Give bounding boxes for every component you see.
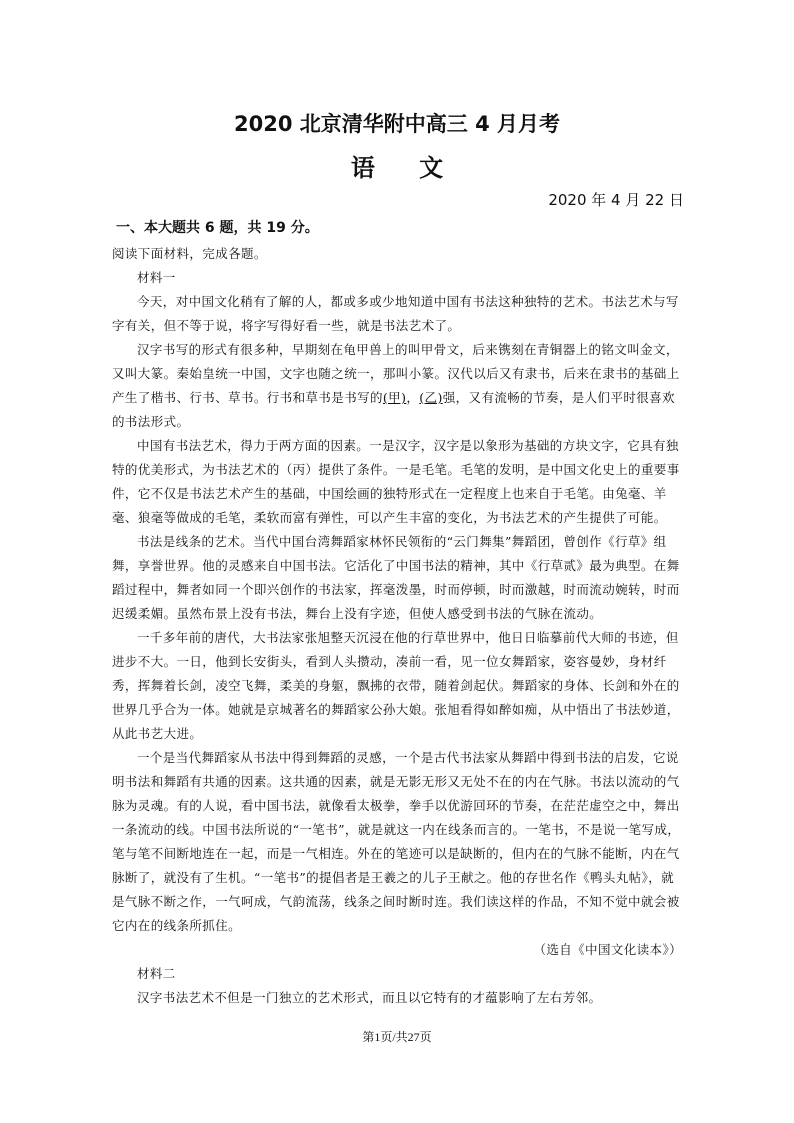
paragraph: 一千多年前的唐代，大书法家张旭整天沉浸在他的行草世界中，他日日临摹前代大师的书迹，但进步不大。一日，他到长安街头，看到人头攒动，凑前一看，见一位女舞蹈家，姿容曼妙，身材纤秀，挥舞着长剑，凌空飞舞，柔美的身躯，飘拂的衣带，随着剑起伏。舞蹈家的身体、长剑和外在的世界几乎合为一体。她就是京城著名的舞蹈家公孙大娘。张旭看得如醉如痴，从中悟出了书法妙道，从此书艺大进。 [112, 630, 680, 741]
paragraph: 汉字书法艺术不但是一门独立的艺术形式，而且以它特有的才蕴影响了左右芳邻。 [137, 990, 602, 1005]
paragraph-text: 强，又有流畅的节奏，是人们平时很喜欢的书法形式。 [112, 390, 675, 429]
paragraph-text: 汉字书写的形式有很多种，早期刻在龟甲兽上的叫甲骨文，后来镌刻在青铜器上的铭文叫金文，又叫大篆。秦始皇统一中国，文字也随之统一，那叫小篆。汉代以后又有隶书，后来在隶书的基础上产生了楷书、行书、草书。行书和草书是书写的 [112, 342, 680, 405]
exam-date: 2020 年 4 月 22 日 [548, 191, 684, 209]
subject-heading: 语 文 [350, 154, 444, 182]
source-citation: （选自《中国文化读本》） [533, 942, 682, 957]
page-footer: 第1页/共27页 [362, 1030, 432, 1044]
passage-body [112, 242, 684, 1010]
material1-label: 材料一 [137, 270, 176, 285]
paragraph: 书法是线条的艺术。当代中国台湾舞蹈家林怀民领衔的“云门舞集”舞蹈团，曾创作《行草》组舞，享誉世界。他的灵感来自中国书法。它活化了中国书法的精神，其中《行草贰》最为典型。在舞蹈过程中，舞者如同一个即兴创作的书法家，挥毫泼墨，时而停顿，时而激越，时而流动婉转，时而迟缓柔媚。虽然布景上没有书法，舞台上没有字迹，但使人感受到书法的气脉在流动。 [112, 534, 680, 621]
paragraph: 一个是当代舞蹈家从书法中得到舞蹈的灵感，一个是古代书法家从舞蹈中得到书法的启发，它说明书法和舞蹈有共通的因素。这共通的因素，就是无影无形又无处不在的内在气脉。书法以流动的气脉为灵魂。有的人说，看中国书法，就像看太极拳，拳手以优游回环的节奏，在茫茫虚空之中，舞出一条流动的线。中国书法所说的“一笔书”，就是就这一内在线条而言的。一笔书，不是说一笔写成，笔与笔不间断地连在一起，而是一气相连。外在的笔迹可以是缺断的，但内在的气脉不能断，内在气脉断了，就没有了生机。“一笔书”的提倡者是王羲之的儿子王献之。他的存世名作《鸭头丸帖》，就是气脉不断之作，一气呵成，气韵流荡，线条之间时断时连。我们读这样的作品，不知不觉中就会被它内在的线条所抓住。 [112, 750, 681, 933]
blank-jia: (甲) [382, 390, 407, 405]
exam-title: 2020 北京清华附中高三 4 月月考 [234, 112, 560, 136]
blank-yi: (乙) [419, 390, 443, 405]
paragraph: 今天，对中国文化稍有了解的人，都或多或少地知道中国有书法这种独特的艺术。书法艺术与写字有关，但不等于说，将字写得好看一些，就是书法艺术了。 [112, 294, 679, 333]
section-heading: 一、本大题共 6 题，共 19 分。 [116, 220, 319, 236]
paragraph [112, 338, 684, 434]
instruction: 阅读下面材料，完成各题。 [112, 246, 267, 261]
material2-label: 材料二 [137, 966, 176, 981]
separator: ， [406, 390, 420, 405]
paragraph: 中国有书法艺术，得力于两方面的因素。一是汉字，汉字是以象形为基础的方块文字，它具有独特的优美形式，为书法艺术的（丙）提供了条件。一是毛笔。毛笔的发明，是中国文化史上的重要事件，它不仅是书法艺术产生的基础，中国绘画的独特形式在一定程度上也来自于毛笔。由兔毫、羊毫、狼毫等做成的毛笔，柔软而富有弹性，可以产生丰富的变化，为书法艺术的产生提供了可能。 [112, 438, 680, 525]
